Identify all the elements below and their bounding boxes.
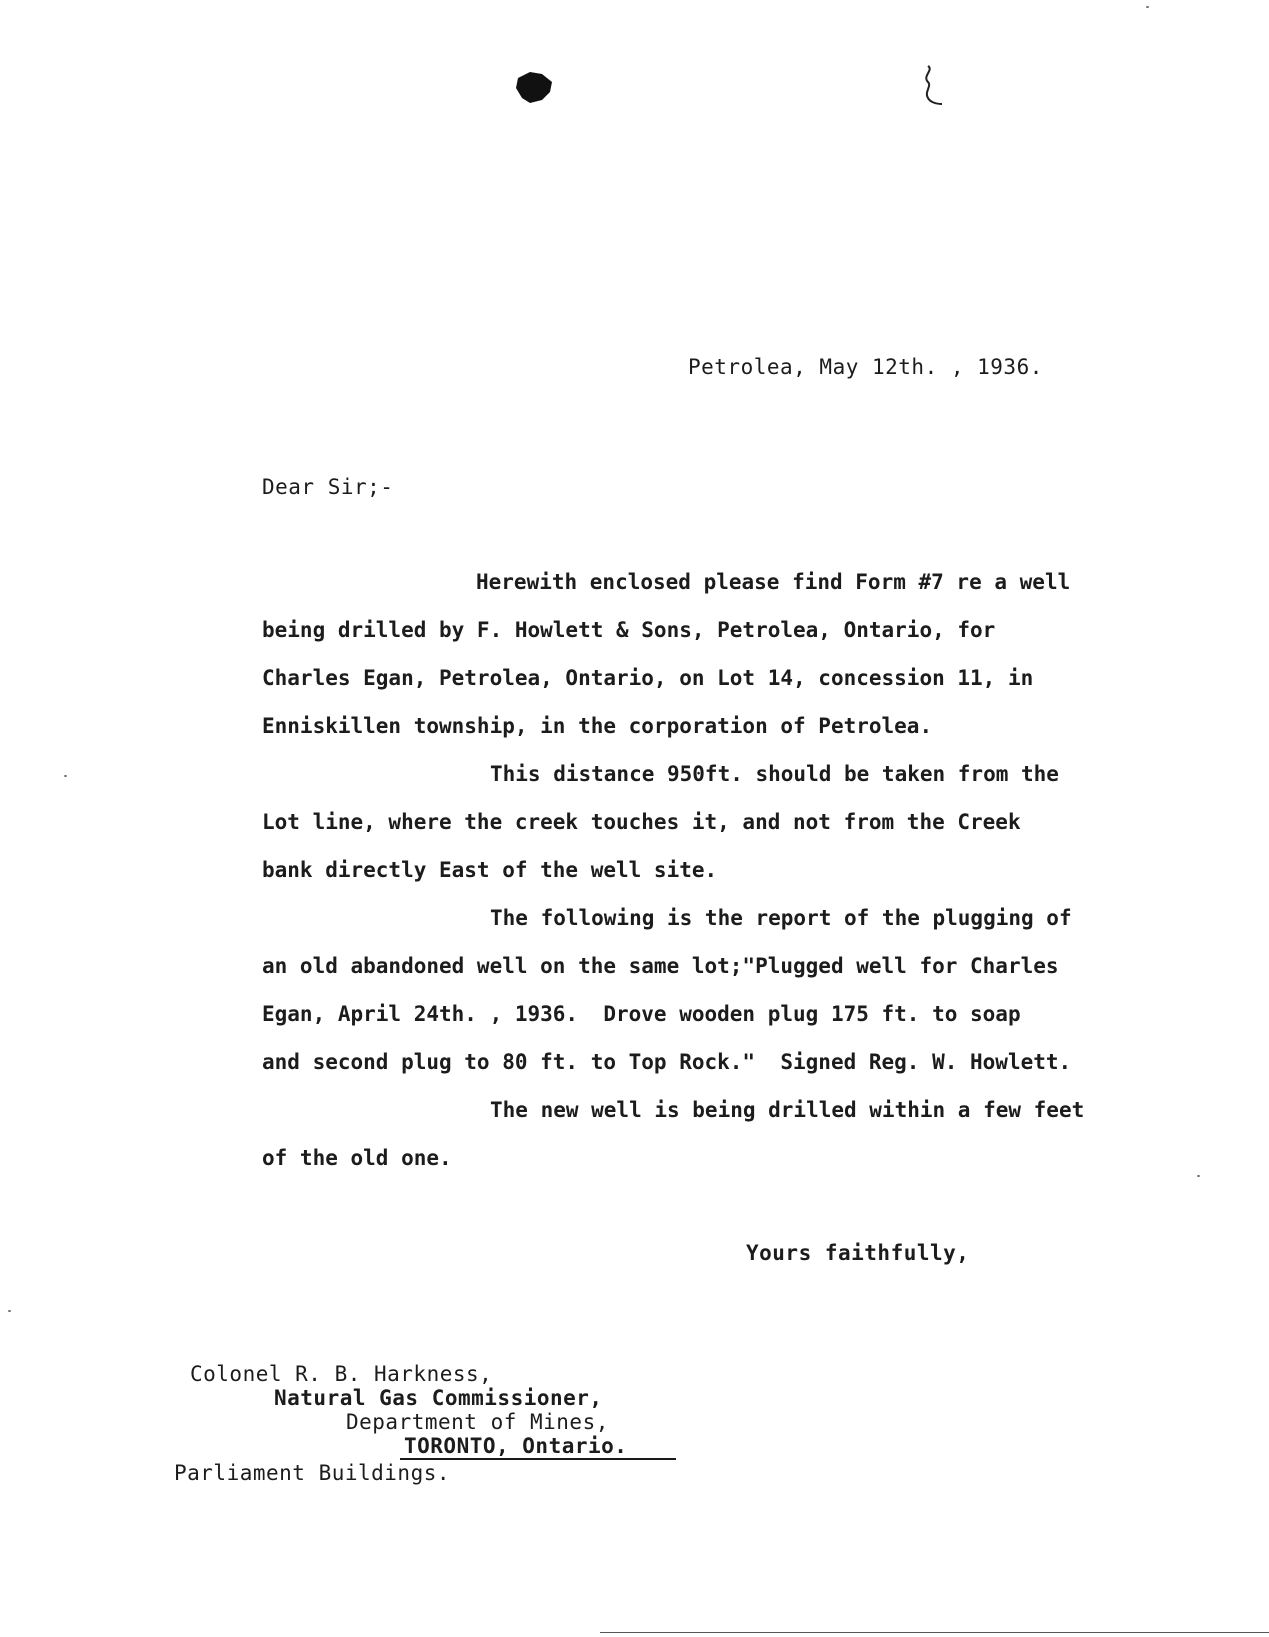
closing: Yours faithfully, xyxy=(746,1241,970,1265)
addressee-city: TORONTO, Ontario. xyxy=(404,1434,628,1458)
addressee-department: Department of Mines, xyxy=(346,1410,609,1434)
scan-speck xyxy=(8,1310,11,1312)
scan-speck xyxy=(1197,1175,1200,1177)
body-line: Lot line, where the creek touches it, and not from the Creek xyxy=(262,810,1021,834)
ink-blot-mark xyxy=(512,68,558,108)
salutation: Dear Sir;- xyxy=(262,475,394,499)
body-line: being drilled by F. Howlett & Sons, Petrolea, Ontario, for xyxy=(262,618,996,642)
body-line: Enniskillen township, in the corporation of Petrolea. xyxy=(262,714,933,738)
body-line: Herewith enclosed please find Form #7 re a well xyxy=(476,570,1071,594)
body-line: bank directly East of the well site. xyxy=(262,858,718,882)
body-line: This distance 950ft. should be taken from the xyxy=(490,762,1059,786)
body-line: Egan, April 24th. , 1936. Drove wooden plug 175 ft. to soap xyxy=(262,1002,1021,1026)
body-line: an old abandoned well on the same lot;"Plugged well for Charles xyxy=(262,954,1059,978)
addressee-title: Natural Gas Commissioner, xyxy=(274,1386,603,1410)
scan-speck xyxy=(1146,6,1149,8)
body-line: of the old one. xyxy=(262,1146,452,1170)
date-line: Petrolea, May 12th. , 1936. xyxy=(688,355,1043,379)
scan-edge-line xyxy=(600,1632,1269,1633)
body-line: The following is the report of the plugging of xyxy=(490,906,1072,930)
body-line: The new well is being drilled within a few feet xyxy=(490,1098,1085,1122)
body-line: and second plug to 80 ft. to Top Rock." Signed Reg. W. Howlett. xyxy=(262,1050,1072,1074)
addressee-building: Parliament Buildings. xyxy=(174,1461,451,1485)
scan-speck xyxy=(64,775,67,777)
addressee-name: Colonel R. B. Harkness, xyxy=(190,1362,493,1386)
pencil-squiggle-mark xyxy=(918,62,948,110)
body-line: Charles Egan, Petrolea, Ontario, on Lot 14, concession 11, in xyxy=(262,666,1034,690)
